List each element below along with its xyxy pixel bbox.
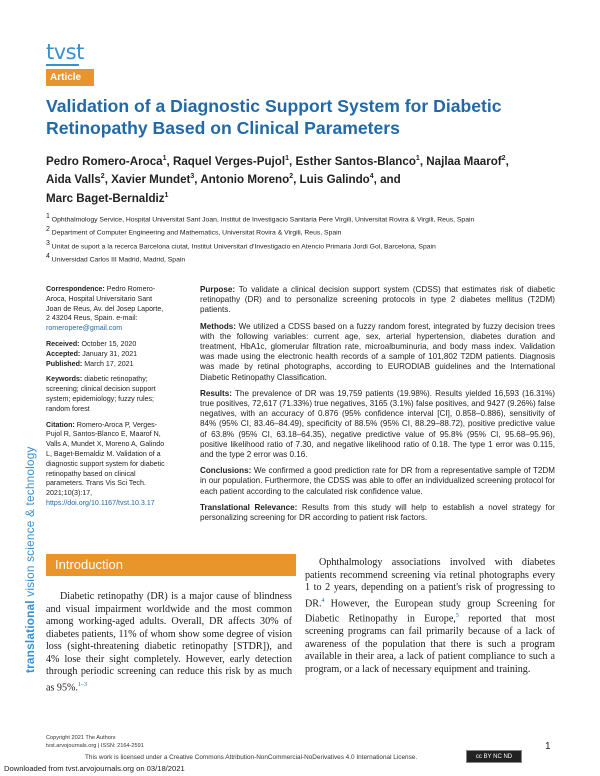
author-name[interactable]: Pedro Romero-Aroca [46, 154, 163, 168]
affiliation: $^3$ Unitat de suport a la recerca Barcelona ciutat, Institut Universitari d'Investigacio en Atencio Primaria Jordi Gol, Barcelona, Spain [46, 239, 436, 250]
email-link[interactable]: romeropere@gmail.com [46, 324, 123, 333]
author-name[interactable]: Raquel Verges-Pujol [172, 154, 286, 168]
abstract-purpose: Purpose: To validate a clinical decision support system (CDSS) that estimates risk of diabetic retinopathy (DR) and to personalize screening protocols in type 2 diabetes mellitus (T2DM) patients. [200, 285, 556, 315]
abstract-relevance: Translational Relevance: Results from this study will help to establish a novel strategy for personalizing screening for DR according to patient risk factors. [200, 502, 555, 523]
affiliations [46, 212, 568, 265]
vertical-journal-banner: translational vision science & technology [23, 446, 37, 673]
reference-link[interactable]: 4 [321, 597, 325, 604]
footer-copyright: Copyright 2021 The Authors tvst.arvojournals.org | ISSN: 2164-2591 [46, 735, 144, 749]
correspondence: Correspondence: Pedro Romero-Aroca, Hospital Universitario Sant Joan de Reus, Av. del Josep Laporte, 2 43204 Reus, Spain. e-mail: romeropere@gmail.com [46, 285, 164, 333]
author-name[interactable]: Aida Valls [46, 173, 101, 187]
section-heading-introduction: Introduction [46, 554, 296, 576]
page-number: 1 [545, 741, 551, 752]
license-text: This work is licensed under a Creative Commons Attribution-NonCommercial-NoDerivatives 4.0 International License. [85, 754, 418, 761]
doi-link[interactable]: https://doi.org/10.1167/tvst.10.3.17 [46, 498, 155, 507]
affiliation: $^4$ Universidad Carlos III Madrid, Madrid, Spain [46, 252, 186, 264]
journal-logo: tvst [46, 40, 84, 64]
article-type-badge: Article [46, 69, 94, 86]
author-name[interactable]: Luis Galindo [299, 173, 370, 187]
citation: Citation: Romero-Aroca P, Verges-Pujol R, Santos-Blanco E, Maarof N, Valls A, Mundet X, Moreno A, Galindo L, Baget-Bernaldiz M. Validation of a diagnostic support system for diabetic retinopathy based on clinical parameters. Trans Vis Sci Tech. 2021;10(3):17, https://doi.org/10.1167/tvst.10.3.17 [46, 420, 165, 507]
reference-link[interactable]: 5 [455, 613, 459, 620]
reference-link[interactable]: 1–3 [77, 681, 87, 688]
affiliation: $^2$ Department of Computer Engineering and Mathematics, Universitat Rovira & Virgili, Reus, Spain [46, 226, 342, 237]
keywords: Keywords: diabetic retinopathy; screening; clinical decision support system; epidemiology; fuzzy rules; random forest [46, 375, 156, 413]
dates: Received: October 15, 2020 Accepted: January 31, 2021 Published: March 17, 2021 [46, 339, 138, 368]
paper-title: Validation of a Diagnostic Support System for Diabetic Retinopathy Based on Clinical Parameters [46, 96, 502, 138]
article-info-sidebar [46, 285, 168, 515]
logo-rule [46, 64, 79, 66]
download-stamp: Downloaded from tvst.arvojournals.org on 03/18/2021 [4, 764, 185, 773]
author-name[interactable]: Esther Santos-Blanco [295, 154, 416, 168]
author-name[interactable]: Najlaa Maarof [426, 154, 502, 168]
body-paragraph: Diabetic retinopathy (DR) is a major cause of blindness and visual impairment worldwide and the most common among working-aged adults. Overall, DR affects 30% of diabetes patients, 11% of whom show some degree of vision loss (sight-threatening diabetic retinopathy [STDR]), and 4% lose their sight completely. However, early detection through periodic screening can reduce this risk by as much as 95%.$^{1-3}$ [46, 591, 292, 693]
abstract-methods: Methods: We utilized a CDSS based on a fuzzy random forest, integrated by fuzzy decision trees with the following variables: current age, sex, arterial hypertension, diabetes duration and treatment, HbA1c, glomerular filtration rate, microalbuminuria, and body mass index. Validation was made using the electronic health records of a sample of 101,802 T2DM patients. Diagnosis was made by retinal photographs, according to EURODIAB guidelines and the International Diabetic Retinopathy Classification. [200, 321, 555, 382]
body-paragraph: Ophthalmology associations involved with diabetes patients recommend screening via retinal photographs every 1 to 2 years, depending on a patient's risk of progressing to DR.$^4$ However, the European study group Screening for Diabetic Retinopathy in Europe,$^5$ reported that most screening programs can fail primarily because of a lack of awareness of the population that there is such a program available in their area, a lack of patient compliance to such a program, or a lack of necessary equipment and training. [305, 557, 555, 675]
author-list: Pedro Romero-Aroca$^1$, Raquel Verges-Pujol$^1$, Esther Santos-Blanco$^1$, Najlaa Maarof$^2$, Aida Valls$^2$, Xavier Mundet$^3$, Antonio Moreno$^2$, Luis Galindo$^4$, and Marc Baget-Bernaldiz$^1$ [46, 154, 509, 205]
affiliation: $^1$ Ophthalmology Service, Hospital Universitat Sant Joan, Institut de Investigacio Sanitaria Pere Virgili, Universitat Rovira & Virgili, Reus, Spain [46, 213, 475, 224]
author-name[interactable]: Antonio Moreno [200, 173, 290, 187]
author-name[interactable]: Marc Baget-Bernaldiz [46, 191, 165, 205]
cc-license-badge[interactable]: cc BY NC ND [466, 750, 522, 763]
abstract-results: Results: The prevalence of DR was 19,759 patients (19.98%). Results yielded 16,593 (16.31%) true positives, 72,617 (71.33%) true negatives, 3165 (3.1%) false positives, and 9427 (9.26%) false negatives, with an accuracy of 0.876 (95% confidence interval [CI], 0.858–0.886), sensitivity of 84% (95% CI, 83.46–84.49), specificity of 88.5% (95% CI, 88.29–88.72), positive predictive value of 63.8% (95% CI, 63.18–64.35), negative predictive value of 95.8% (95% CI, 95.68–95.96), positive likelihood ratio of 7.30, and negative likelihood ratio of 0.18. The type 1 error was 0.115, and the type 2 error was 0.16. [200, 388, 555, 460]
author-name[interactable]: Xavier Mundet [111, 173, 191, 187]
abstract [200, 285, 555, 529]
abstract-conclusions: Conclusions: We confirmed a good prediction rate for DR from a representative sample of T2DM in our population. Furthermore, the CDSS was able to offer an individualized screening protocol for each patient according to the calculated risk confidence value. [200, 466, 556, 496]
